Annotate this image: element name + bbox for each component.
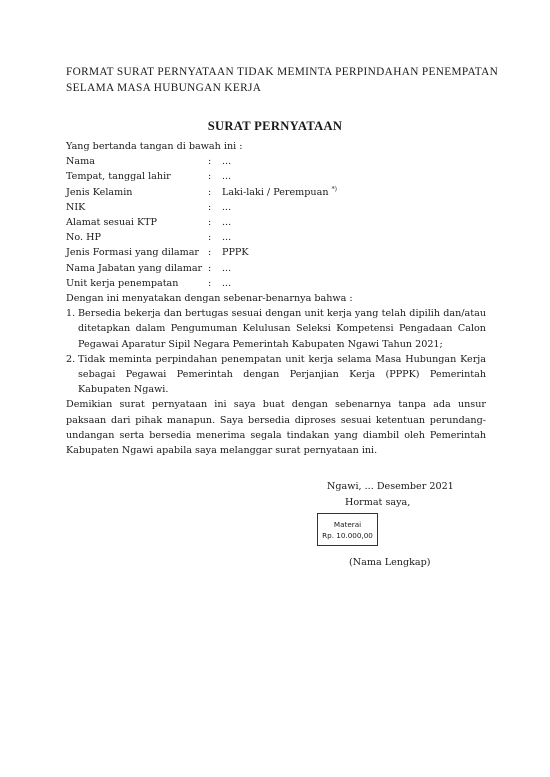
item-number: 1.	[66, 308, 76, 320]
field-label: Alamat sesuai KTP	[66, 216, 158, 228]
field-separator: :	[208, 156, 212, 168]
field-label: Unit kerja penempatan	[66, 277, 179, 289]
field-value-text: Laki-laki / Perempuan	[222, 186, 329, 198]
document-title: SURAT PERNYATAAN	[207, 119, 343, 133]
item-number: 2.	[66, 353, 76, 365]
stamp-amount: Rp. 10.000,00	[322, 531, 373, 540]
field-value: PPPK	[222, 247, 249, 259]
stamp-label: Materai	[333, 520, 362, 529]
heading-line-2: SELAMA MASA HUBUNGAN KERJA	[66, 82, 262, 94]
field-unit-kerja	[66, 276, 486, 291]
field-separator: :	[208, 247, 212, 259]
item-text: Bersedia bekerja dan bertugas sesuai dengan unit kerja yang telah dipilih dan/atau ditetapkan dalam Pengumuman Kelulusan Seleksi Kompetensi Pengadaan Calon Pegawai Aparatur Sipil Negara Pemerintah Kabupaten Ngawi Tahun 2021;	[78, 308, 486, 350]
field-separator: :	[208, 216, 212, 228]
field-label: No. HP	[66, 232, 101, 244]
field-separator: :	[208, 277, 212, 289]
field-nama-jabatan	[66, 261, 486, 276]
field-value: ...	[222, 216, 232, 228]
field-value	[222, 185, 337, 200]
field-nik	[66, 200, 486, 215]
statement-body	[66, 139, 486, 458]
field-alamat	[66, 215, 486, 230]
closing-paragraph: Demikian surat pernyataan ini saya buat dengan sebenarnya tanpa ada unsur paksaan dari pihak manapun. Saya bersedia diproses sesuai ketentuan perundang-undangan serta bersedia menerima segala tindakan yang diambil oleh Pemerintah Kabupaten Ngawi apabila saya melanggar surat pernyataan ini.	[66, 399, 486, 456]
field-nama	[66, 154, 486, 169]
regards-text: Hormat saya,	[345, 497, 411, 508]
field-label: Tempat, tanggal lahir	[66, 171, 171, 183]
field-separator: :	[208, 186, 212, 198]
stamp-box	[317, 513, 378, 546]
declaration-item	[66, 352, 486, 398]
field-value: ...	[222, 156, 232, 168]
field-value: ...	[222, 232, 232, 244]
field-tempat-tanggal-lahir	[66, 169, 486, 184]
full-name-placeholder: (Nama Lengkap)	[349, 557, 431, 568]
field-separator: :	[208, 262, 212, 274]
field-label: Nama	[66, 156, 95, 168]
document-heading	[66, 64, 499, 96]
intro-text: Yang bertanda tangan di bawah ini :	[66, 141, 243, 152]
identity-fields	[66, 154, 486, 291]
field-separator: :	[208, 201, 212, 213]
heading-line-1: FORMAT SURAT PERNYATAAN TIDAK MEMINTA PERPINDAHAN PENEMPATAN	[66, 66, 499, 78]
item-text: Tidak meminta perpindahan penempatan unit kerja selama Masa Hubungan Kerja sebagai Pegawai Pemerintah dengan Perjanjian Kerja (PPPK) Pemerintah Kabupaten Ngawi.	[78, 353, 486, 396]
declaration-intro: Dengan ini menyatakan dengan sebenar-benarnya bahwa :	[66, 292, 353, 304]
field-separator: :	[208, 171, 212, 183]
field-value: ...	[222, 171, 232, 183]
declaration-item	[66, 306, 486, 352]
place-date: Ngawi, ... Desember 2021	[327, 481, 454, 492]
field-label: Jenis Formasi yang dilamar	[66, 247, 200, 259]
footnote-mark: *)	[331, 185, 337, 193]
declaration-list	[66, 306, 486, 397]
field-value: ...	[222, 201, 232, 213]
field-value: ...	[222, 277, 232, 289]
field-value: ...	[222, 262, 232, 274]
field-jenis-kelamin	[66, 185, 486, 200]
field-separator: :	[208, 232, 212, 244]
field-label: Nama Jabatan yang dilamar	[66, 262, 203, 274]
field-no-hp	[66, 230, 486, 245]
field-label: NIK	[66, 201, 86, 213]
field-jenis-formasi	[66, 245, 486, 260]
field-label: Jenis Kelamin	[66, 186, 133, 198]
